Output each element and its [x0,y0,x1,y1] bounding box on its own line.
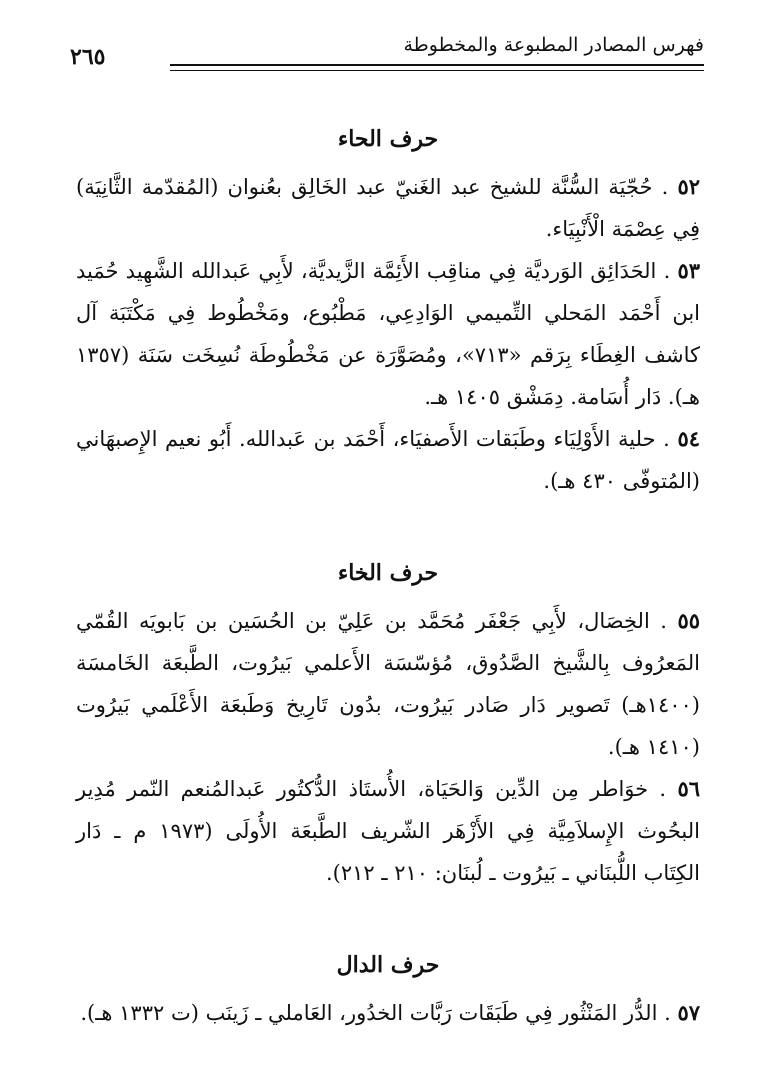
bibliography-entry: ٥٣ . الحَدَائِق الوَرديَّة فِي مناقِب الأَئِمَّة الزَّيديَّة، لأَبِي عَبدالله الشَّهِيد حُمَيد ابن أَحْمَد المَحلي التِّميمي الوَادِعِي، مَطْبُوع، ومَخْطُوط فِي مَكْتَبَة آل كاشف الغِطَاء بِرَقم «٧١٣»، ومُصَوَّرَة عن مَخْطُوطَة نُسِخَت سَنَة (١٣٥٧ هـ). دَار أُسَامة. دِمَشْق ١٤٠٥ هـ. [76,258,700,409]
section-gap [76,502,700,546]
section-haa [76,126,700,502]
entry-number: ٥٣ [677,258,700,283]
header-rule [170,64,704,66]
header-rule-thin [170,70,704,71]
bibliography-entry: ٥٥ . الخِصَال، لأَبِي جَعْفَر مُحَمَّد بن عَلِيّ بن الحُسَين بن بَابويَه القُمّي المَعرُوف بِالشَّيخ الصَّدُوق، مُؤسّسَة الأَعلمي بَيرُوت، الطَّبعَة الخَامسَة (١٤٠٠هـ) تَصوير دَار صَادر بَيرُوت، بدُون تَارِيخ وَطَبعَة الأَعْلَمي بَيرُوت (١٤١٠ هـ). [76,608,700,759]
entry-text: الخِصَال، لأَبِي جَعْفَر مُحَمَّد بن عَلِيّ بن الحُسَين بن بَابويَه القُمّي المَعرُوف بِالشَّيخ الصَّدُوق، مُؤسّسَة الأَعلمي بَيرُوت، الطَّبعَة الخَامسَة (١٤٠٠هـ) تَصوير دَار صَادر بَيرُوت، بدُون تَارِيخ وَطَبعَة الأَعْلَمي بَيرُوت (١٤١٠ هـ). [76,609,700,759]
entry-number: ٥٢ [677,174,700,199]
entry-text: خوَاطر مِن الدِّين وَالحَيَاة، الأُستَاذ الدُّكتُور عَبدالمُنعم النّمر مُدِير البحُوث الإِسلاَمِيَّة فِي الأَزْهَر الشّريف الطَّبعَة الأُولَى (١٩٧٣ م ـ دَار الكِتَاب اللُّبنَاني ـ بَيرُوت ـ لُبنَان: ٢١٠ ـ ٢١٢). [76,777,700,885]
section-title: حرف الدال [336,952,440,978]
entry-text: الحَدَائِق الوَرديَّة فِي مناقِب الأَئِمَّة الزَّيديَّة، لأَبِي عَبدالله الشَّهِيد حُمَيد ابن أَحْمَد المَحلي التِّميمي الوَادِعِي، مَطْبُوع، ومَخْطُوط فِي مَكْتَبَة آل كاشف الغِطَاء بِرَقم «٧١٣»، ومُصَوَّرَة عن مَخْطُوطَة نُسِخَت سَنَة (١٣٥٧ هـ). دَار أُسَامة. دِمَشْق ١٤٠٥ هـ. [76,259,700,409]
entry-text: حُجّيَة السُّنَّة للشيخ عبد الغَنيّ عبد الخَالِق بعُنوان (المُقدّمة الثَّانِيَة) فِي عِصْمَة الْأَنْبِيَاء. [76,175,700,241]
bibliography-entry: ٥٢ . حُجّيَة السُّنَّة للشيخ عبد الغَنيّ عبد الخَالِق بعُنوان (المُقدّمة الثَّانِيَة) فِي عِصْمَة الْأَنْبِيَاء. [76,174,700,241]
running-header [60,30,704,70]
bibliography-entry: ٥٦ . خوَاطر مِن الدِّين وَالحَيَاة، الأُستَاذ الدُّكتُور عَبدالمُنعم النّمر مُدِير البحُوث الإِسلاَمِيَّة فِي الأَزْهَر الشّريف الطَّبعَة الأُولَى (١٩٧٣ م ـ دَار الكِتَاب اللُّبنَاني ـ بَيرُوت ـ لُبنَان: ٢١٠ ـ ٢١٢). [76,776,700,885]
page-body [76,112,700,1034]
section-title: حرف الخاء [337,560,439,586]
entry-number: ٥٦ [677,776,700,801]
entry-text: حلية الأَوْلِيَاء وطَبَقات الأَصفيَاء، أَحْمَد بن عَبدالله. أَبُو نعيم الإِصبهَاني (المُتوفّى ٤٣٠ هـ). [76,427,700,493]
section-khaa [76,560,700,894]
entry-text: الدُّر المَنْثُور فِي طَبَقَات رَبَّات الخدُور، العَاملي ـ زَينَب (ت ١٣٣٢ هـ). [80,1001,658,1025]
entry-number: ٥٧ [677,1000,700,1025]
header-title: فهرس المصادر المطبوعة والمخطوطة [403,34,704,56]
entry-number: ٥٥ [677,608,700,633]
bibliography-entry: ٥٧ . الدُّر المَنْثُور فِي طَبَقَات رَبَّات الخدُور، العَاملي ـ زَينَب (ت ١٣٣٢ هـ). [80,1000,700,1025]
section-dal [76,952,700,1034]
section-gap [76,894,700,938]
section-title: حرف الحاء [337,126,439,152]
entry-number: ٥٤ [677,426,700,451]
page-number: ٢٦٥ [70,44,106,70]
bibliography-entry: ٥٤ . حلية الأَوْلِيَاء وطَبَقات الأَصفيَاء، أَحْمَد بن عَبدالله. أَبُو نعيم الإِصبهَاني (المُتوفّى ٤٣٠ هـ). [76,426,700,493]
